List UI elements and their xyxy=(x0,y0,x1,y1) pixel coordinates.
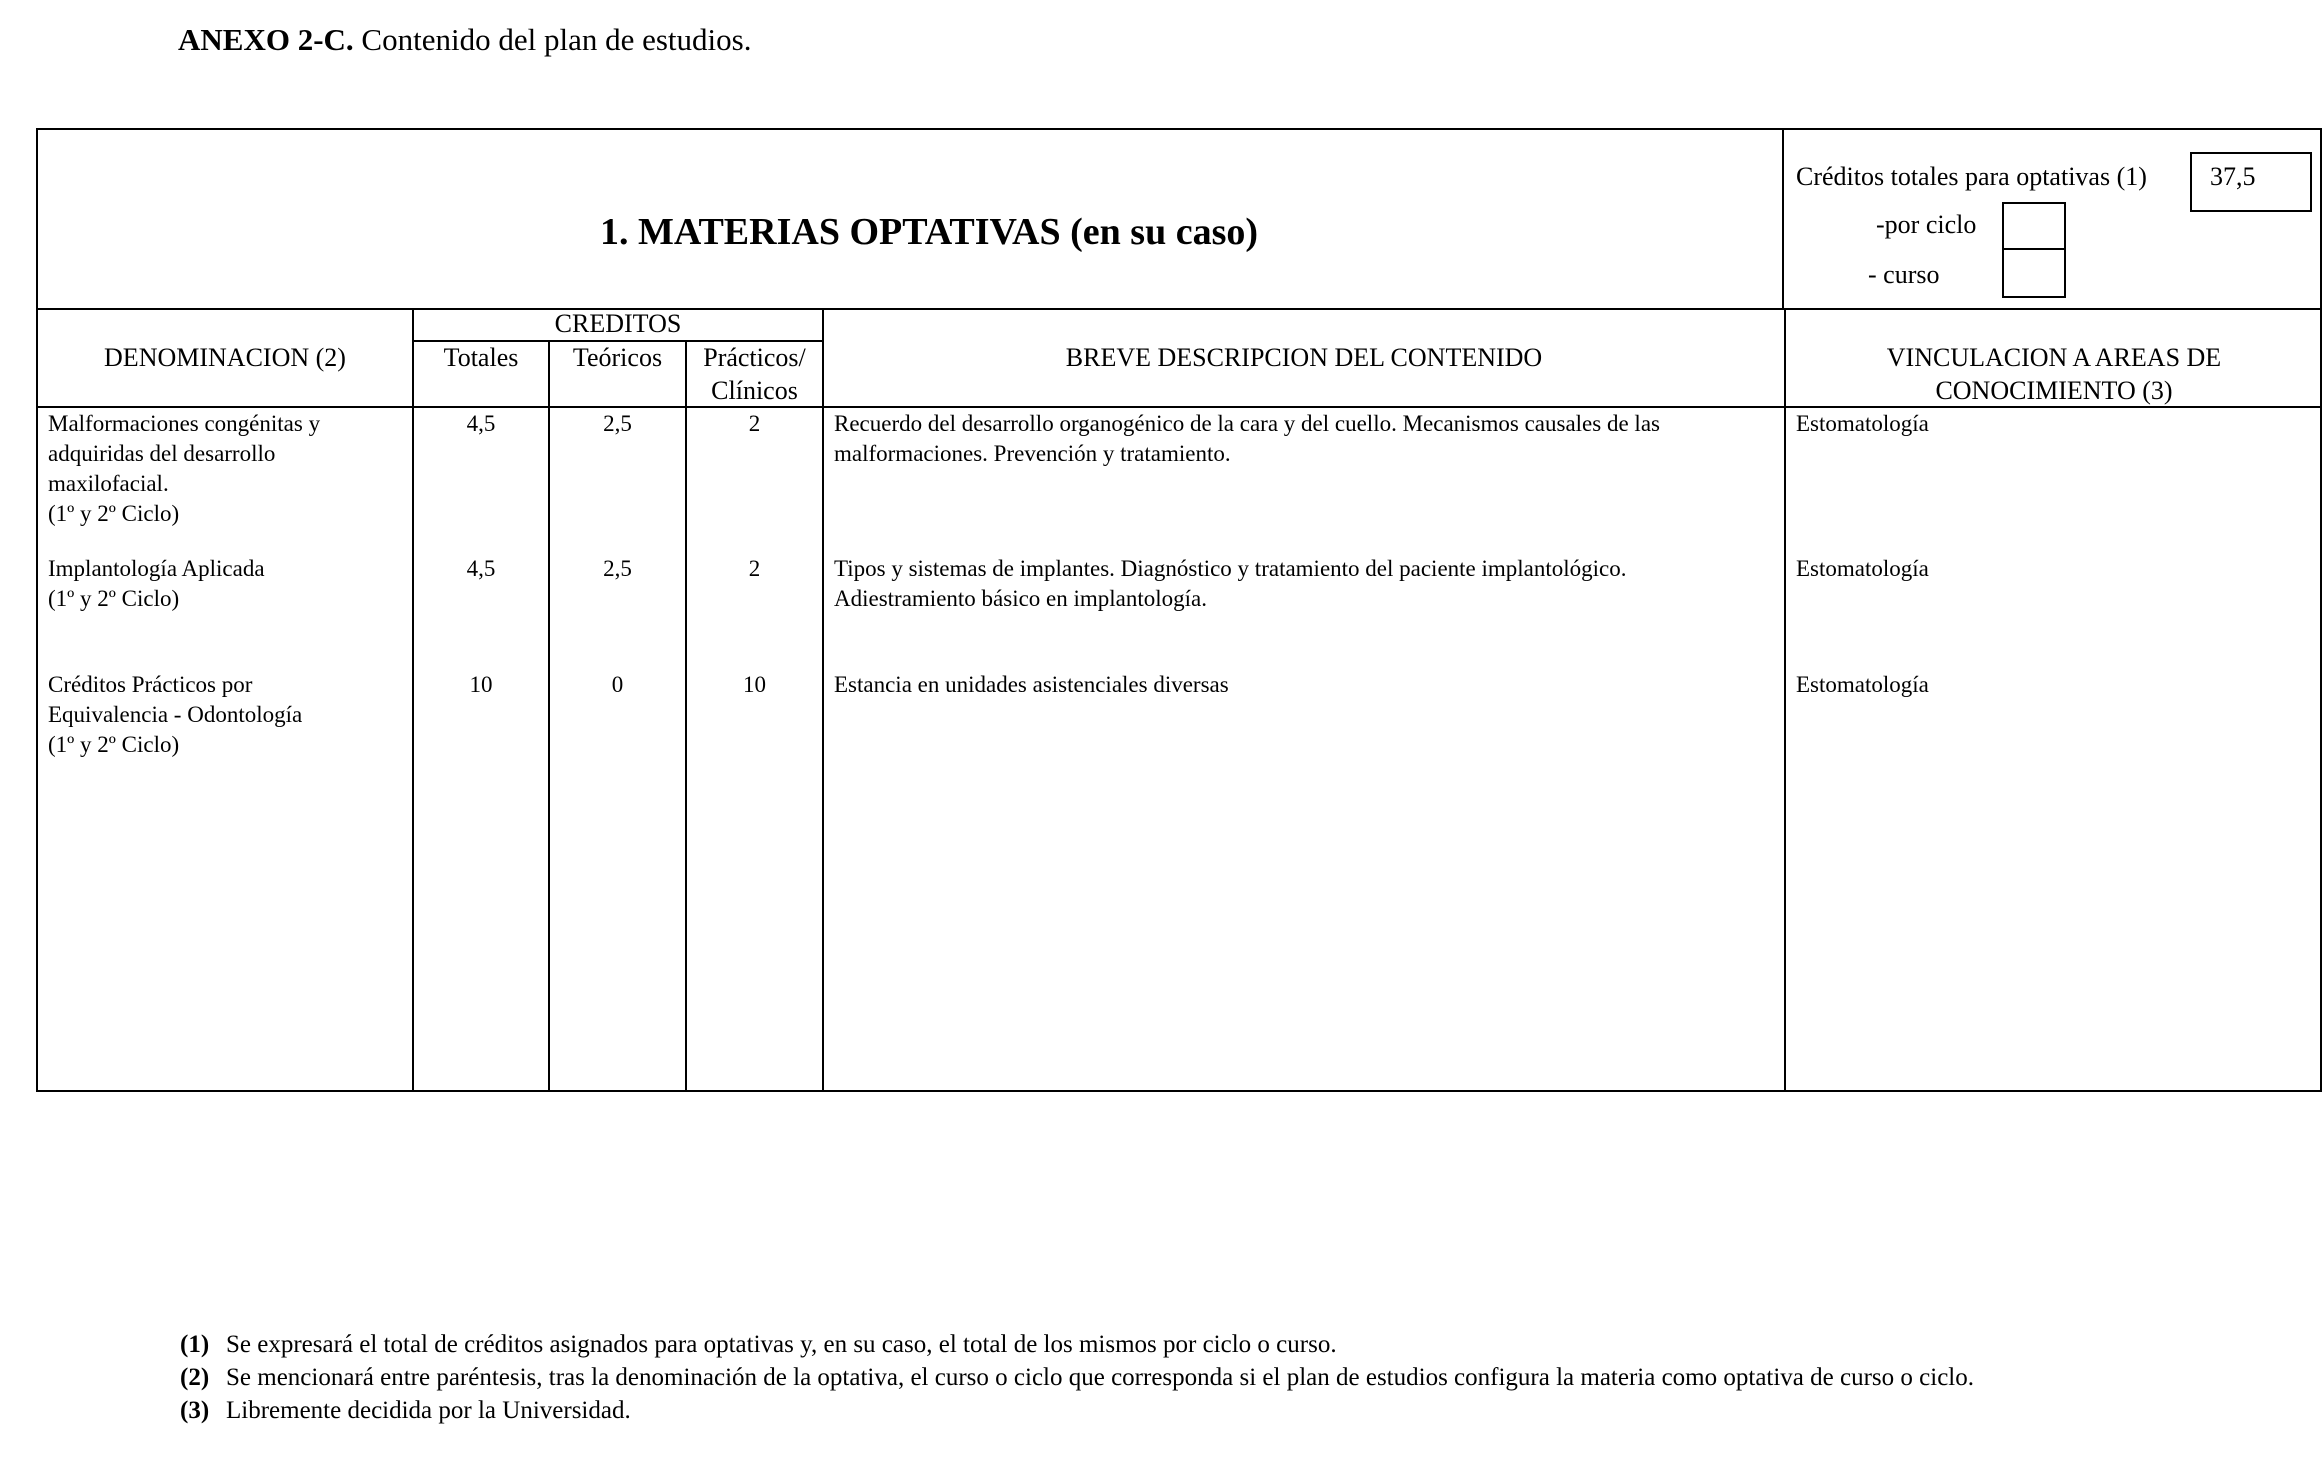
credits-total-value: 37,5 xyxy=(2210,162,2256,191)
optional-subjects-table xyxy=(36,128,2322,1092)
header-denomination: DENOMINACION (2) xyxy=(104,343,346,372)
per-course-label: - curso xyxy=(1868,260,1940,289)
footnotes xyxy=(180,1328,2230,1427)
footnote-2 xyxy=(180,1361,2230,1394)
footnote-3-text: Libremente decidida por la Universidad. xyxy=(226,1397,631,1424)
annex-heading xyxy=(178,22,751,58)
footnote-1 xyxy=(180,1328,2230,1361)
header-knowledge-areas-line2: CONOCIMIENTO (3) xyxy=(1935,376,2173,405)
table-row-3-totals: 10 xyxy=(469,672,493,697)
header-practical xyxy=(687,341,822,407)
table-row-2-practical: 2 xyxy=(748,556,761,581)
row-3-name-line: (1º y 2º Ciclo) xyxy=(48,732,180,757)
table-row-2-totals: 4,5 xyxy=(466,556,496,581)
annex-label: ANEXO 2-C. xyxy=(178,22,354,57)
header-totals: Totales xyxy=(443,343,519,372)
footnote-1-number: (1) xyxy=(180,1331,210,1358)
table-row-1-description xyxy=(834,409,1780,469)
header-description: BREVE DESCRIPCION DEL CONTENIDO xyxy=(1065,343,1543,372)
table-row-2-theoretical: 2,5 xyxy=(603,556,632,581)
row-2-name-line: (1º y 2º Ciclo) xyxy=(48,586,180,611)
row-1-description-line: Recuerdo del desarrollo organogénico de la cara y del cuello. Mecanismos causales de las xyxy=(834,411,1660,436)
col-divider-5 xyxy=(1784,308,1786,1092)
title-row-divider xyxy=(38,308,2322,310)
table-row-3-theoretical: 0 xyxy=(611,672,624,697)
footnote-1-text: Se expresará el total de créditos asignados para optativas y, en su caso, el total de los mismos por ciclo o curso. xyxy=(226,1331,1337,1358)
table-row-2-description xyxy=(834,554,1780,614)
row-1-description-line: malformaciones. Prevención y tratamiento. xyxy=(834,441,1231,466)
table-row-1-totals: 4,5 xyxy=(466,411,496,436)
row-3-name-line: Equivalencia - Odontología xyxy=(48,702,303,727)
table-row-3-name xyxy=(48,670,408,760)
table-row-1-practical: 2 xyxy=(748,411,761,436)
col-divider-2 xyxy=(548,340,550,1092)
footnote-3 xyxy=(180,1394,2230,1427)
header-practical-line1: Prácticos/ xyxy=(703,343,806,372)
table-row-3-description xyxy=(834,670,1780,700)
row-1-name-line: (1º y 2º Ciclo) xyxy=(48,501,180,526)
table-row-3-area: Estomatología xyxy=(1796,672,1929,697)
section-title: 1. MATERIAS OPTATIVAS (en su caso) xyxy=(599,211,1259,253)
table-row-2-area: Estomatología xyxy=(1796,556,1929,581)
annex-subtitle: Contenido del plan de estudios. xyxy=(361,22,752,57)
header-knowledge-areas xyxy=(1786,341,2322,407)
header-theoretical: Teóricos xyxy=(572,343,663,372)
table-row-1-area: Estomatología xyxy=(1796,411,1929,436)
row-1-name-line: Malformaciones congénitas y xyxy=(48,411,321,436)
row-2-description-line: Adiestramiento básico en implantología. xyxy=(834,586,1208,611)
per-cycle-field[interactable] xyxy=(2002,202,2066,250)
header-practical-line2: Clínicos xyxy=(711,376,798,405)
footnote-3-number: (3) xyxy=(180,1397,210,1424)
footnote-2-number: (2) xyxy=(180,1364,210,1391)
row-1-name-line: maxilofacial. xyxy=(48,471,169,496)
credits-total-label: Créditos totales para optativas (1) xyxy=(1796,162,2147,191)
per-cycle-label: -por ciclo xyxy=(1876,210,1977,239)
row-2-description-line: Tipos y sistemas de implantes. Diagnóstico y tratamiento del paciente implantológico. xyxy=(834,556,1627,581)
table-row-3-practical: 10 xyxy=(743,672,766,697)
header-credits: CREDITOS xyxy=(554,309,682,338)
col-divider-3 xyxy=(685,340,687,1092)
table-row-2-name xyxy=(48,554,408,614)
table-row-1-theoretical: 2,5 xyxy=(603,411,632,436)
header-knowledge-areas-line1: VINCULACION A AREAS DE xyxy=(1886,343,2222,372)
row-1-name-line: adquiridas del desarrollo xyxy=(48,441,276,466)
table-row-1-name xyxy=(48,409,408,529)
row-2-name-line: Implantología Aplicada xyxy=(48,556,265,581)
footnote-2-text: Se mencionará entre paréntesis, tras la denominación de la optativa, el curso o ciclo que corresponda si el plan de estudios configura la materia como optativa de curso o ciclo. xyxy=(226,1364,1974,1391)
credits-total-field[interactable] xyxy=(2190,152,2312,212)
row-3-name-line: Créditos Prácticos por xyxy=(48,672,253,697)
per-course-field[interactable] xyxy=(2002,248,2066,298)
row-3-description-line: Estancia en unidades asistenciales diversas xyxy=(834,672,1229,697)
col-divider-4 xyxy=(822,308,824,1092)
